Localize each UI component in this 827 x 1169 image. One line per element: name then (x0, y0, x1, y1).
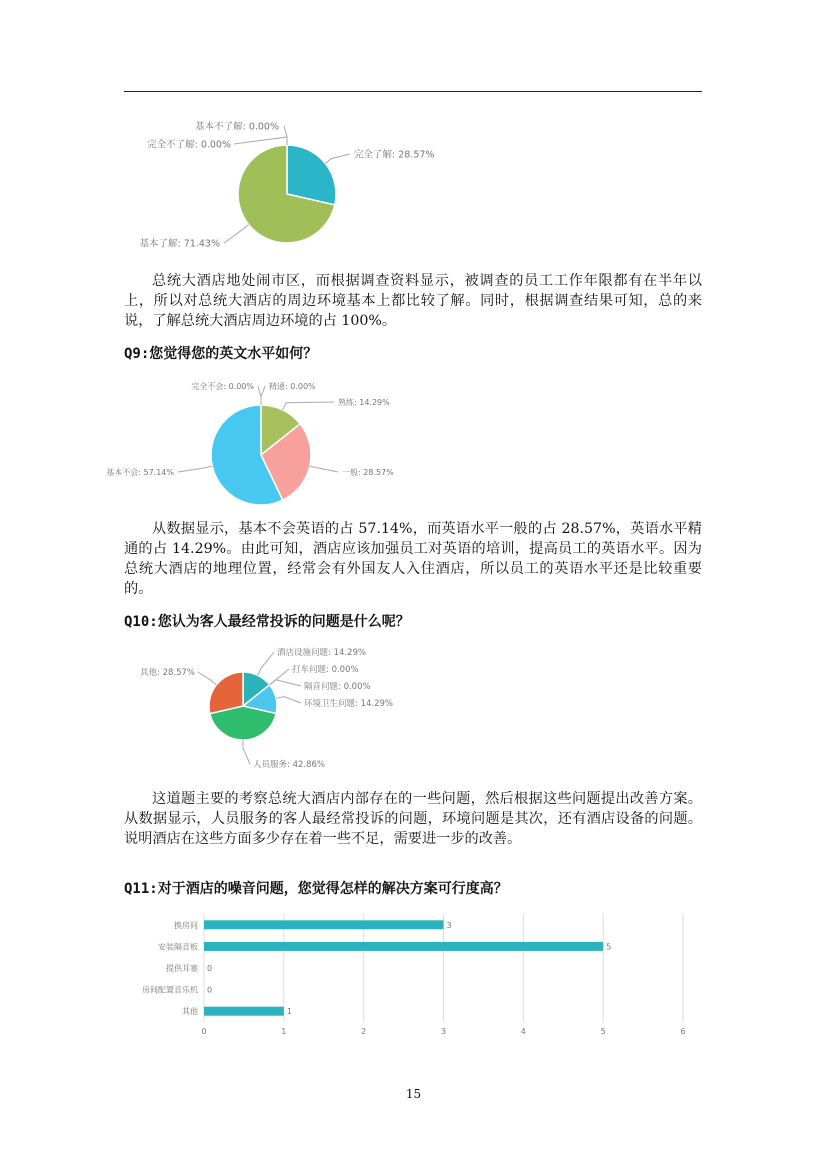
bar-value-4: 1 (286, 1007, 292, 1017)
bar-chart-noise-solutions (124, 910, 702, 1045)
question-q10: Q10:您认为客人最经常投诉的问题是什么呢？ (124, 614, 410, 630)
bar-xtick-2: 2 (361, 1027, 367, 1036)
question-q11: Q11:对于酒店的噪音问题，您觉得怎样的解决方案可行度高？ (124, 881, 508, 897)
pie3-slice-5 (209, 672, 243, 714)
pie1-leader-2 (234, 137, 287, 145)
pie1-leader-0 (325, 154, 350, 163)
bar-1 (204, 942, 603, 951)
pie2-leader-4 (258, 386, 261, 405)
bar-xtick-5: 5 (600, 1027, 606, 1036)
bar-value-1: 5 (606, 942, 612, 952)
bar-xtick-3: 3 (440, 1027, 447, 1036)
pie-chart-complaints (124, 640, 424, 775)
bar-category-1: 安装隔音板 (158, 942, 198, 952)
paragraph-english: 从数据显示，基本不会英语的占 57.14%，而英语水平一般的占 28.57%，英语水平精通的占 14.29%。由此可知，酒店应该加强员工对英语的培训，提高员工的英语水平。因为总统大酒店的地理位置，经常会有外国友人入住酒店，所以员工的英语水平还是比较重要的。 (124, 521, 702, 597)
pie2-leader-3 (178, 466, 212, 472)
question-q9: Q9:您觉得您的英文水平如何？ (124, 346, 318, 362)
page-number: 15 (405, 1087, 422, 1101)
pie2-label-3: 基本不会: 57.14% (106, 467, 174, 477)
pie1-label-2: 完全不了解: 0.00% (147, 139, 231, 151)
pie3-label-1: 打车问题: 0.00% (292, 664, 359, 675)
pie2-label-2: 一般: 28.57% (342, 467, 394, 477)
pie2-label-1: 熟练: 14.29% (338, 397, 390, 407)
pie1-leader-1 (224, 225, 249, 243)
pie-chart-surroundings (124, 110, 435, 255)
bar-xtick-6: 6 (680, 1027, 686, 1036)
pie-chart-english-level (106, 375, 410, 510)
pie3-label-3: 环境卫生问题: 14.29% (304, 698, 393, 709)
bar-category-3: 房间配置音乐机 (142, 985, 198, 995)
pie3-leader-2 (270, 680, 301, 686)
pie3-label-4: 人员服务: 42.86% (253, 759, 325, 770)
bar-category-2: 提供耳塞 (166, 964, 198, 973)
pie2-leader-0 (261, 386, 265, 405)
paragraph-complaints: 这道题主要的考察总统大酒店内部存在的一些问题，然后根据这些问题提出改善方案。从数据显示，人员服务的客人最经常投诉的问题，环境问题是其次，还有酒店设备的问题。说明酒店在这些方面多少存在着一些不足，需要进一步的改善。 (124, 791, 702, 847)
pie3-leader-4 (243, 740, 250, 764)
bar-value-3: 0 (207, 985, 213, 995)
pie3-leader-0 (258, 652, 274, 675)
bar-xtick-4: 4 (520, 1027, 526, 1036)
pie2-label-4: 完全不会: 0.00% (191, 381, 254, 391)
bar-category-4: 其他 (182, 1007, 198, 1017)
bar-xtick-1: 1 (281, 1027, 287, 1036)
pie2-leader-2 (310, 466, 338, 472)
pie2-label-0: 精通: 0.00% (269, 381, 316, 391)
bar-0 (204, 920, 444, 929)
paragraph-surroundings: 总统大酒店地处闹市区，而根据调查资料显示，被调查的员工工作年限都有在半年以上，所以对总统大酒店的周边环境基本上都比较了解。同时，根据调查结果可知，总的来说，了解总统大酒店周边环境的占 100%。 (124, 273, 702, 329)
pie1-label-3: 基本不了解: 0.00% (195, 121, 279, 133)
pie3-label-0: 酒店设施问题: 14.29% (277, 647, 366, 658)
header-rule (124, 91, 702, 92)
bar-value-2: 0 (207, 964, 213, 973)
bar-4 (204, 1007, 284, 1016)
bar-xtick-0: 0 (201, 1027, 207, 1036)
pie1-label-1: 基本了解: 71.43% (139, 238, 220, 250)
pie3-leader-3 (276, 697, 301, 703)
pie1-leader-3 (284, 126, 287, 145)
pie3-label-5: 其他: 28.57% (140, 667, 195, 678)
bar-value-0: 3 (446, 920, 452, 930)
bar-category-0: 换房间 (174, 920, 198, 930)
pie3-leader-5 (198, 672, 216, 685)
pie1-label-0: 完全了解: 28.57% (354, 149, 435, 161)
pie2-leader-1 (283, 402, 334, 410)
pie3-label-2: 隔音问题: 0.00% (304, 681, 371, 692)
